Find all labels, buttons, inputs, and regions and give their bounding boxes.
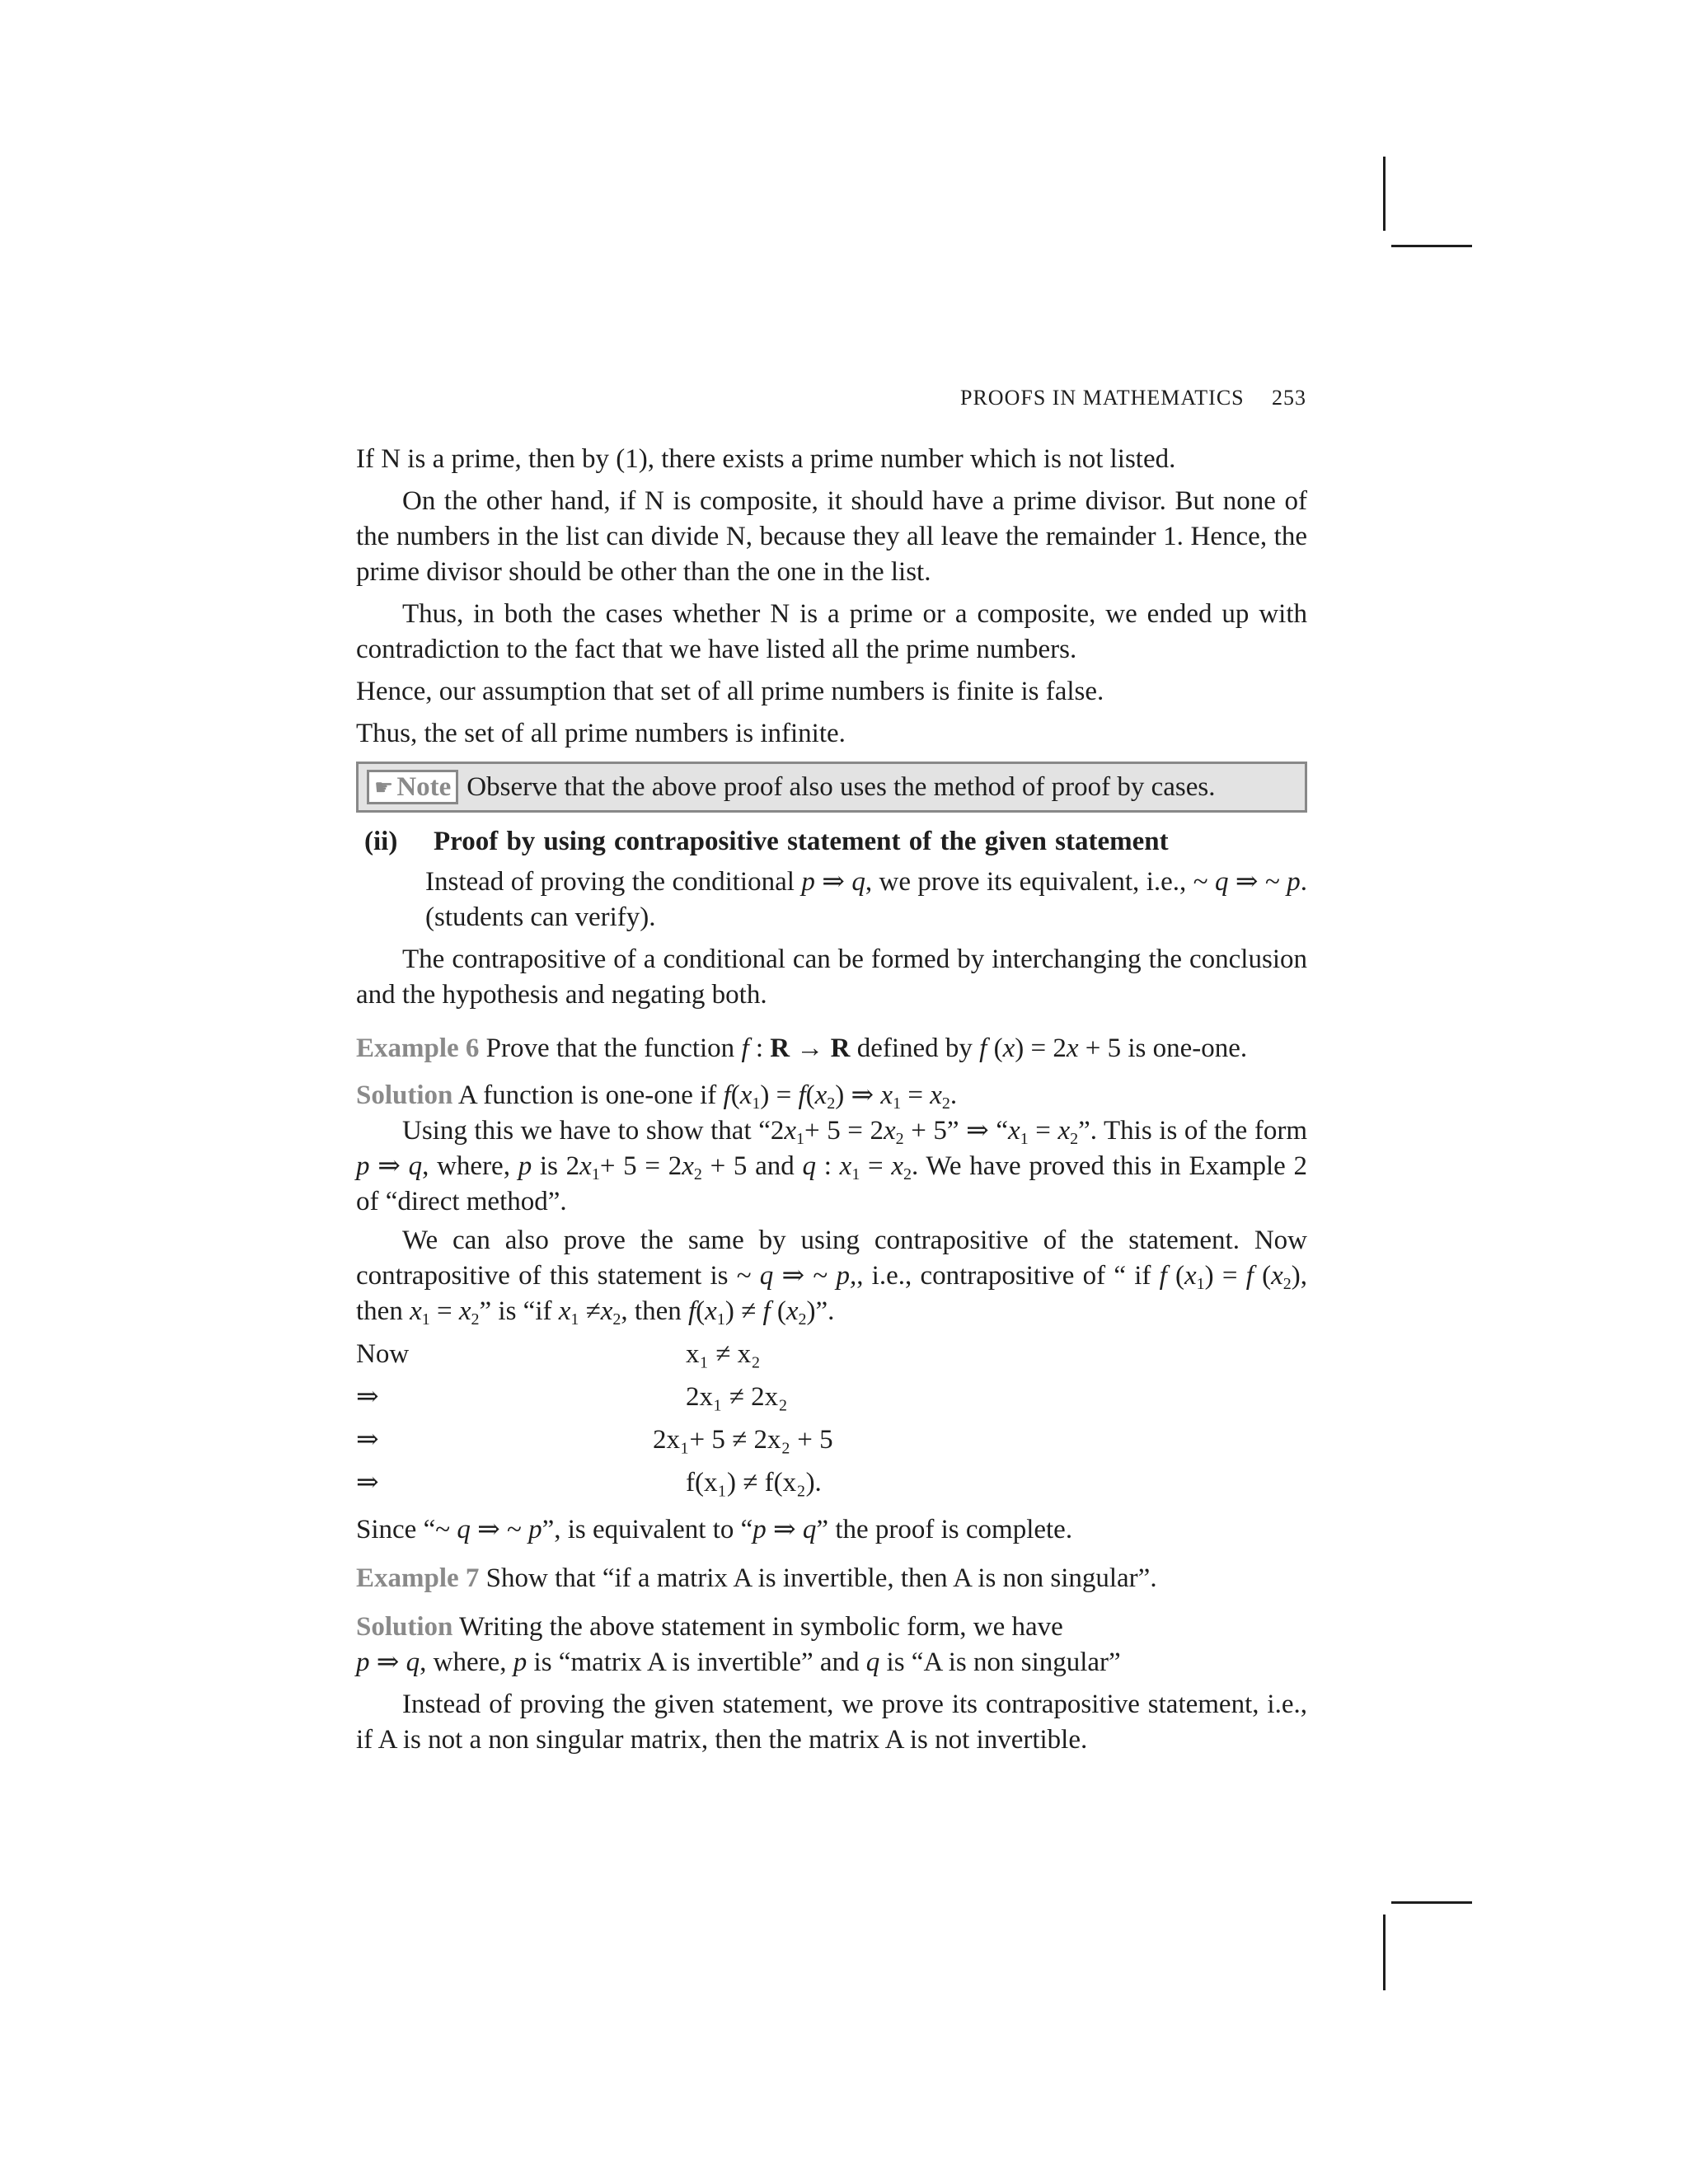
pointing-hand-icon: ☛ — [374, 775, 394, 799]
paragraph: Thus, in both the cases whether N is a prime or a composite, we ended up with contradiction to the fact that we have listed all the prime numbers. — [356, 599, 1307, 664]
paragraph: The contrapositive of a conditional can be formed by interchanging the conclusion and the hypothesis and negating both. — [356, 944, 1307, 1010]
section-body — [356, 865, 1307, 935]
paragraph: Since “~ q ⇒ ~ p”, is equivalent to “p ⇒ q” the proof is complete. — [356, 1515, 1073, 1544]
section-title: Proof by using contrapositive statement of the given statement — [434, 827, 1169, 856]
derivation-row: ⇒ 2x₁ ≠ 2x₂ — [356, 1381, 788, 1412]
crop-mark-bottom-horizontal — [1391, 1901, 1472, 1904]
solution-6: Solution A function is one-one if $f(x_1) = f(x_2)$ ⇒ $x_1 = x_2$. — [356, 1080, 958, 1113]
note-box — [356, 762, 1307, 813]
derivation-row: ⇒ f(x₁) ≠ f(x₂). — [356, 1467, 822, 1497]
derivation-row: Now x₁ ≠ x₂ — [356, 1338, 761, 1369]
example-label: Example 6 — [356, 1033, 480, 1063]
crop-mark-top-horizontal — [1391, 245, 1472, 247]
paragraph: Instead of proving the conditional p ⇒ q, we prove its equivalent, i.e., ~ q ⇒ ~ p. (students can verify). — [425, 867, 1307, 932]
example-6: Example 6 Prove that the function f : R → R defined by f (x) = 2x + 5 is one-one. — [356, 1033, 1248, 1063]
paragraph: p ⇒ q, where, p is “matrix A is invertible” and q is “A is non singular” — [356, 1647, 1121, 1677]
paragraph: On the other hand, if N is composite, it should have a prime divisor. But none of the numbers in the list can divide N, because they all leave the remainder 1. Hence, the prime divisor should be other than the one in the list. — [356, 486, 1307, 587]
paragraph: Using this we have to show that “$2x_1+ 5 = 2x_2 + 5$” ⇒ “$x_1 = x_2$”. This is of the form p ⇒ q, where, p is $2x_1+ 5 = 2x_2 + 5$ and q : $x_1 = x_2$. We have proved this in Example 2 of “direct method”. — [356, 1116, 1307, 1216]
page-number: 253 — [1272, 386, 1306, 410]
note-text: Observe that the above proof also uses the method of proof by cases. — [467, 771, 1216, 802]
solution-label: Solution — [356, 1612, 453, 1642]
paragraph: Hence, our assumption that set of all prime numbers is finite is false. — [356, 677, 1104, 706]
paragraph: We can also prove the same by using contrapositive of the statement. Now contrapositive of this statement is ~ q ⇒ ~ p,, i.e., contrapositive of “ if f $(x_1) = f$ $(x_2)$, then $x_1 = x_2$” is “if $x_1 \ne x_2$, then $f(x_1) \ne f$ $(x_2)$”. — [356, 1226, 1307, 1329]
running-title: PROOFS IN MATHEMATICS — [960, 386, 1245, 410]
paragraph: If N is a prime, then by (1), there exists a prime number which is not listed. — [356, 444, 1176, 474]
page-body — [356, 442, 1307, 1758]
solution-7: Solution Writing the above statement in symbolic form, we have — [356, 1612, 1063, 1642]
section-heading — [356, 824, 1307, 860]
derivation — [356, 1333, 1307, 1504]
note-tag — [367, 770, 458, 804]
derivation-row: ⇒ 2x₁+ 5 ≠ 2x₂ + 5 — [356, 1424, 833, 1455]
paragraph: Instead of proving the given statement, we prove its contrapositive statement, i.e., if A is not a non singular matrix, then the matrix A is not invertible. — [356, 1690, 1307, 1755]
crop-mark-top-vertical — [1383, 157, 1386, 231]
section-number: (ii) — [364, 827, 398, 856]
paragraph: Thus, the set of all prime numbers is infinite. — [356, 719, 846, 748]
solution-label: Solution — [356, 1080, 453, 1110]
example-7: Example 7 Show that “if a matrix A is invertible, then A is non singular”. — [356, 1563, 1157, 1593]
crop-mark-bottom-vertical — [1383, 1915, 1386, 1990]
example-label: Example 7 — [356, 1563, 480, 1593]
note-label: Note — [396, 771, 452, 802]
